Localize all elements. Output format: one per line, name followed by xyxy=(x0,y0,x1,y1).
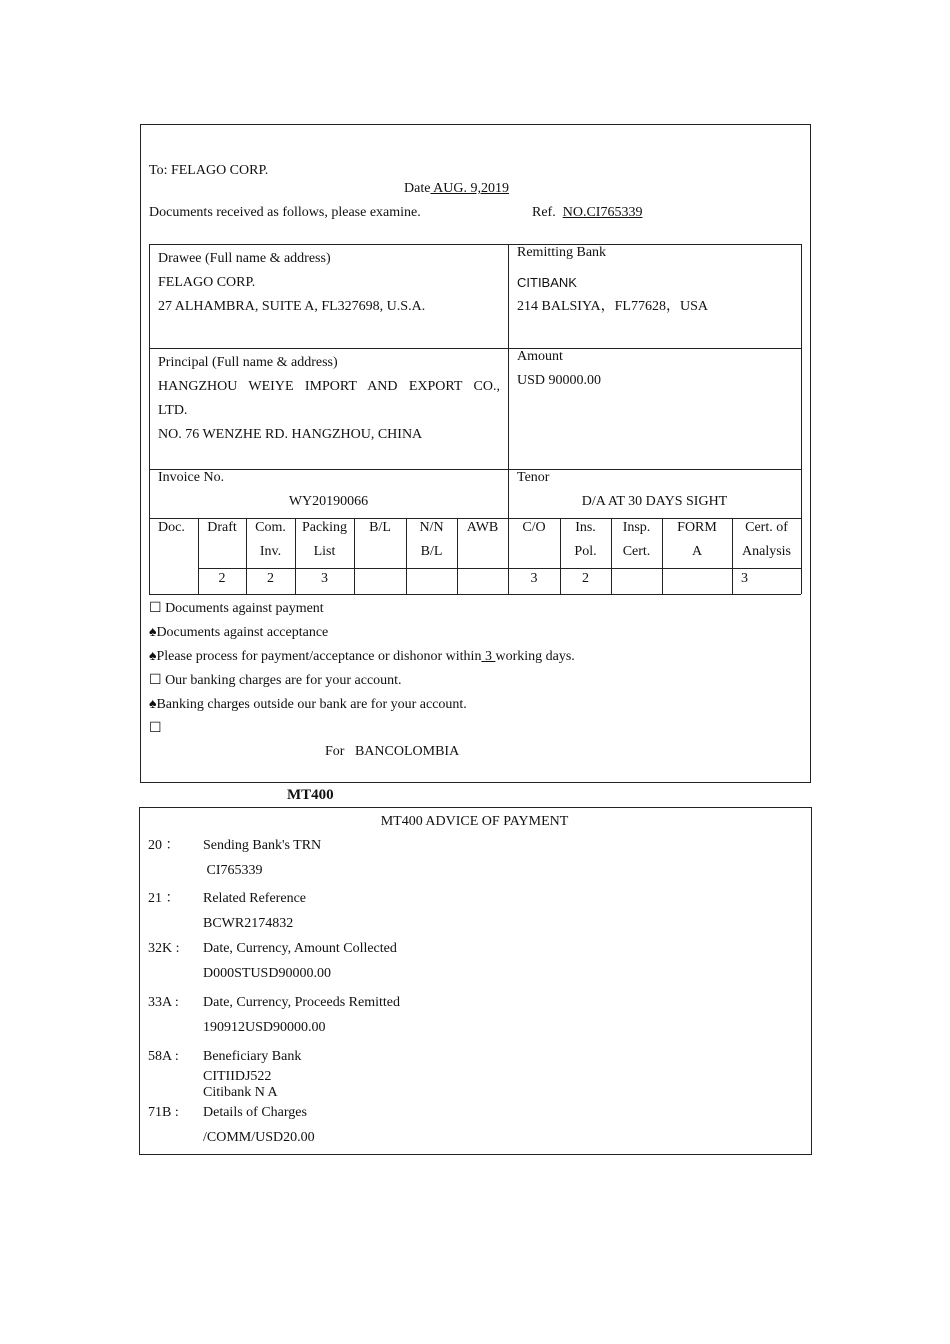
doc-header: B/L xyxy=(369,520,391,535)
field-tag: 20 ： xyxy=(148,838,180,853)
spade-mark-icon[interactable]: ♠ xyxy=(149,625,157,640)
doc-copies: 2 xyxy=(582,571,589,586)
doc-header: Insp. xyxy=(622,520,651,535)
field-label: Date, Currency, Proceeds Remitted xyxy=(203,995,400,1010)
drawee-name: FELAGO CORP. xyxy=(158,275,256,290)
doc-header: List xyxy=(313,544,336,559)
option-label: Please process for payment/acceptance or dishonor within xyxy=(156,649,482,664)
option-blank[interactable] xyxy=(149,721,162,737)
doc-header: Inv. xyxy=(259,544,282,559)
ref-label: Ref. xyxy=(532,205,556,220)
option-outside-charges[interactable] xyxy=(149,697,467,713)
doc-copies: 2 xyxy=(218,571,226,586)
remitting-bank-name: CITIBANK xyxy=(517,275,577,290)
option-label: Our banking charges are for your account. xyxy=(165,673,402,688)
doc-header: B/L xyxy=(420,544,443,559)
for-label: For xyxy=(325,744,345,759)
principal-name: HANGZHOU WEIYE IMPORT AND EXPORT CO., xyxy=(158,379,500,394)
doc-header: A xyxy=(691,544,703,559)
checkbox-icon[interactable]: ☐ xyxy=(149,673,162,688)
field-tag: 71B : xyxy=(148,1105,179,1120)
field-tag: 33A : xyxy=(148,995,179,1010)
amount-label: Amount xyxy=(517,349,563,364)
doc-header: Draft xyxy=(207,520,237,535)
spade-mark-icon[interactable]: ♠ xyxy=(149,649,157,664)
tenor-value: D/A AT 30 DAYS SIGHT xyxy=(581,494,728,509)
field-value: 190912USD90000.00 xyxy=(203,1020,326,1035)
doc-header: Cert. of xyxy=(745,520,788,535)
field-label: Sending Bank's TRN xyxy=(203,838,322,853)
tenor-label: Tenor xyxy=(517,470,550,485)
field-value: CI765339 xyxy=(203,863,263,878)
field-tag: 21 ： xyxy=(148,891,180,906)
option-documents-against-payment[interactable] xyxy=(149,601,324,617)
drawee-address: 27 ALHAMBRA, SUITE A, FL327698, U.S.A. xyxy=(158,299,426,314)
working-days-value: 3 xyxy=(481,649,496,664)
doc-label: Doc. xyxy=(158,520,185,535)
spade-mark-icon[interactable]: ♠ xyxy=(149,697,157,712)
mt400-title: MT400 ADVICE OF PAYMENT xyxy=(380,814,569,829)
doc-header: Pol. xyxy=(574,544,597,559)
doc-header: AWB xyxy=(466,520,499,535)
doc-copies: 2 xyxy=(267,571,274,586)
doc-copies: 3 xyxy=(741,571,748,586)
field-label: Date, Currency, Amount Collected xyxy=(203,941,397,956)
option-label: Banking charges outside our bank are for your account. xyxy=(156,697,467,712)
option-label: Documents against acceptance xyxy=(156,625,329,640)
doc-header: Cert. xyxy=(622,544,651,559)
field-value-line2: Citibank N A xyxy=(203,1085,278,1100)
addressee: To: FELAGO CORP. xyxy=(149,163,269,178)
checkbox-icon[interactable]: ☐ xyxy=(149,601,162,616)
drawee-label: Drawee (Full name & address) xyxy=(158,251,331,266)
date-label: Date xyxy=(404,181,431,196)
received-text: Documents received as follows, please examine. xyxy=(149,205,421,220)
field-tag: 32K : xyxy=(148,941,180,956)
field-value: D000STUSD90000.00 xyxy=(203,966,331,981)
ref-value: NO.CI765339 xyxy=(562,205,643,220)
doc-header: Analysis xyxy=(742,544,791,559)
doc-header: Packing xyxy=(301,520,348,535)
checkbox-icon[interactable]: ☐ xyxy=(149,721,162,736)
field-value: /COMM/USD20.00 xyxy=(203,1130,315,1145)
option-our-charges[interactable] xyxy=(149,673,402,689)
option-documents-against-acceptance[interactable] xyxy=(149,625,328,641)
field-label: Beneficiary Bank xyxy=(203,1049,302,1064)
remitting-bank-label: Remitting Bank xyxy=(517,245,607,260)
signature-line xyxy=(325,744,459,760)
remitting-bank-address: 214 BALSIYA，FL77628，USA xyxy=(517,299,708,314)
principal-name-cont: LTD. xyxy=(158,403,188,418)
doc-header: Com. xyxy=(255,520,286,535)
amount-value: USD 90000.00 xyxy=(517,373,602,388)
for-bank: BANCOLOMBIA xyxy=(354,744,460,759)
doc-header: C/O xyxy=(522,520,546,535)
field-value: BCWR2174832 xyxy=(203,916,294,931)
field-label: Details of Charges xyxy=(203,1105,307,1120)
doc-copies: 3 xyxy=(530,571,538,586)
doc-header: Ins. xyxy=(575,520,596,535)
principal-label: Principal (Full name & address) xyxy=(158,355,338,370)
mt400-heading: MT400 xyxy=(287,787,334,803)
invoice-label: Invoice No. xyxy=(158,470,225,485)
date-field xyxy=(404,181,509,197)
field-tag: 58A : xyxy=(148,1049,179,1064)
option-label: Documents against payment xyxy=(165,601,324,616)
option-label-suffix: working days. xyxy=(495,649,575,664)
date-value: AUG. 9,2019 xyxy=(430,181,509,196)
doc-header: FORM xyxy=(677,520,717,535)
field-label: Related Reference xyxy=(203,891,306,906)
option-process-within-days[interactable] xyxy=(149,649,575,665)
doc-header: N/N xyxy=(419,520,444,535)
field-value: CITIIDJ522 xyxy=(203,1069,272,1084)
ref-field xyxy=(532,205,642,221)
doc-copies: 3 xyxy=(321,571,328,586)
principal-address: NO. 76 WENZHE RD. HANGZHOU, CHINA xyxy=(158,427,423,442)
invoice-value: WY20190066 xyxy=(288,494,369,509)
